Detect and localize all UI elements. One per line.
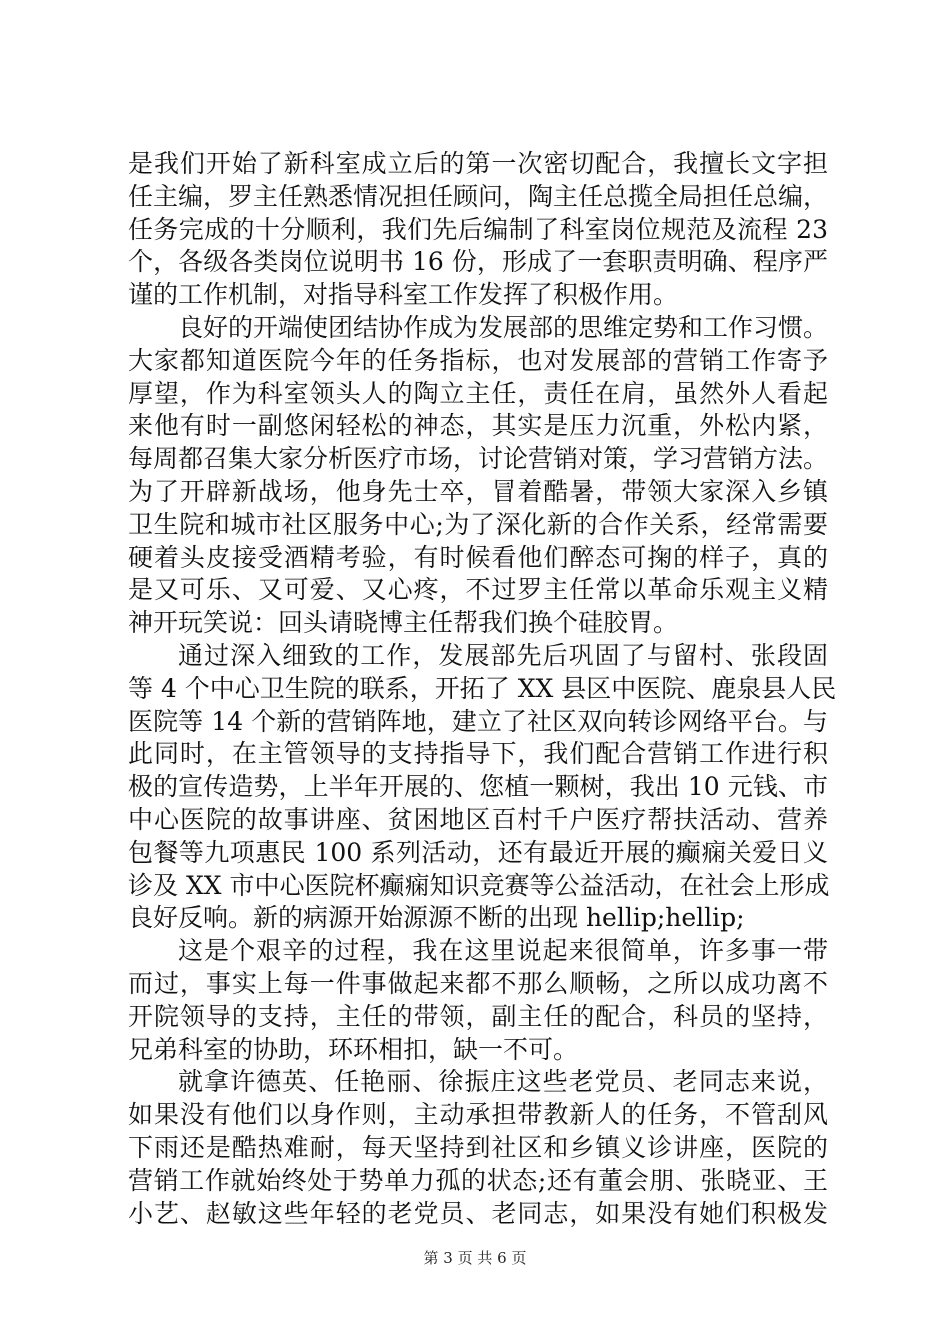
text-line: 良好反响。新的病源开始源源不断的出现 hellip;hellip; [128,903,745,933]
text-line: 厚望，作为科室领头人的陶立主任，责任在肩，虽然外人看起 [128,378,828,408]
page-number-footer: 第 3 页 共 6 页 [423,1249,527,1267]
text-line: 为了开辟新战场，他身先士卒，冒着酷暑，带领大家深入乡镇 [128,476,828,506]
text-line: 兄弟科室的协助，环环相扣，缺一不可。 [128,1034,579,1064]
text-line: 卫生院和城市社区服务中心;为了深化新的合作关系，经常需要 [128,509,828,539]
text-line: 任主编，罗主任熟悉情况担任顾问，陶主任总揽全局担任总编， [128,181,829,211]
text-line: 极的宣传造势，上半年开展的、您植一颗树，我出 10 元钱、市 [128,772,828,802]
text-line: 来他有时一副悠闲轻松的神态，其实是压力沉重，外松内紧， [128,411,828,441]
text-line: 大家都知道医院今年的任务指标，也对发展部的营销工作寄予 [128,345,828,375]
text-line: 个，各级各类岗位说明书 16 份，形成了一套职责明确、程序严 [128,247,828,277]
paragraph-first-line: 良好的开端使团结协作成为发展部的思维定势和工作习惯。 [178,312,829,342]
text-line: 而过，事实上每一件事做起来都不那么顺畅，之所以成功离不 [128,968,828,998]
paragraph-first-line: 就拿许德英、任艳丽、徐振庄这些老党员、老同志来说， [178,1067,828,1097]
text-line: 是我们开始了新科室成立后的第一次密切配合，我擅长文字担 [128,149,828,178]
text-line: 小艺、赵敏这些年轻的老党员、老同志，如果没有她们积极发 [128,1198,828,1228]
text-line: 谨的工作机制，对指导科室工作发挥了积极作用。 [128,280,679,310]
text-line: 任务完成的十分顺利，我们先后编制了科室岗位规范及流程 23 [128,214,828,244]
text-line: 等 4 个中心卫生院的联系，开拓了 XX 县区中医院、鹿泉县人民 [128,673,837,703]
text-line: 神开玩笑说：回头请晓博主任帮我们换个硅胶胃。 [128,608,679,638]
text-line: 包餐等九项惠民 100 系列活动，还有最近开展的癫痫关爱日义 [128,837,828,867]
text-line: 此同时，在主管领导的支持指导下，我们配合营销工作进行积 [128,739,828,769]
text-line: 中心医院的故事讲座、贫困地区百村千户医疗帮扶活动、营养 [128,804,828,834]
text-line: 硬着头皮接受酒精考验，有时候看他们醉态可掬的样子，真的 [128,542,828,572]
text-line: 如果没有他们以身作则，主动承担带教新人的任务，不管刮风 [128,1100,828,1130]
text-line: 是又可乐、又可爱、又心疼，不过罗主任常以革命乐观主义精 [128,575,828,605]
text-line: 每周都召集大家分析医疗市场，讨论营销对策，学习营销方法。 [128,444,829,474]
text-line: 诊及 XX 市中心医院杯癫痫知识竞赛等公益活动，在社会上形成 [128,870,830,900]
paragraph-first-line: 这是个艰辛的过程，我在这里说起来很简单，许多事一带 [178,936,828,966]
text-line: 下雨还是酷热难耐，每天坚持到社区和乡镇义诊讲座，医院的 [128,1132,828,1162]
document-body [128,148,837,1230]
text-line: 医院等 14 个新的营销阵地，建立了社区双向转诊网络平台。与 [128,706,828,736]
paragraph-first-line: 通过深入细致的工作，发展部先后巩固了与留村、张段固 [178,640,828,670]
text-line: 营销工作就始终处于势单力孤的状态;还有董会朋、张晓亚、王 [128,1165,828,1195]
text-line: 开院领导的支持，主任的带领，副主任的配合，科员的坚持， [128,1001,828,1031]
